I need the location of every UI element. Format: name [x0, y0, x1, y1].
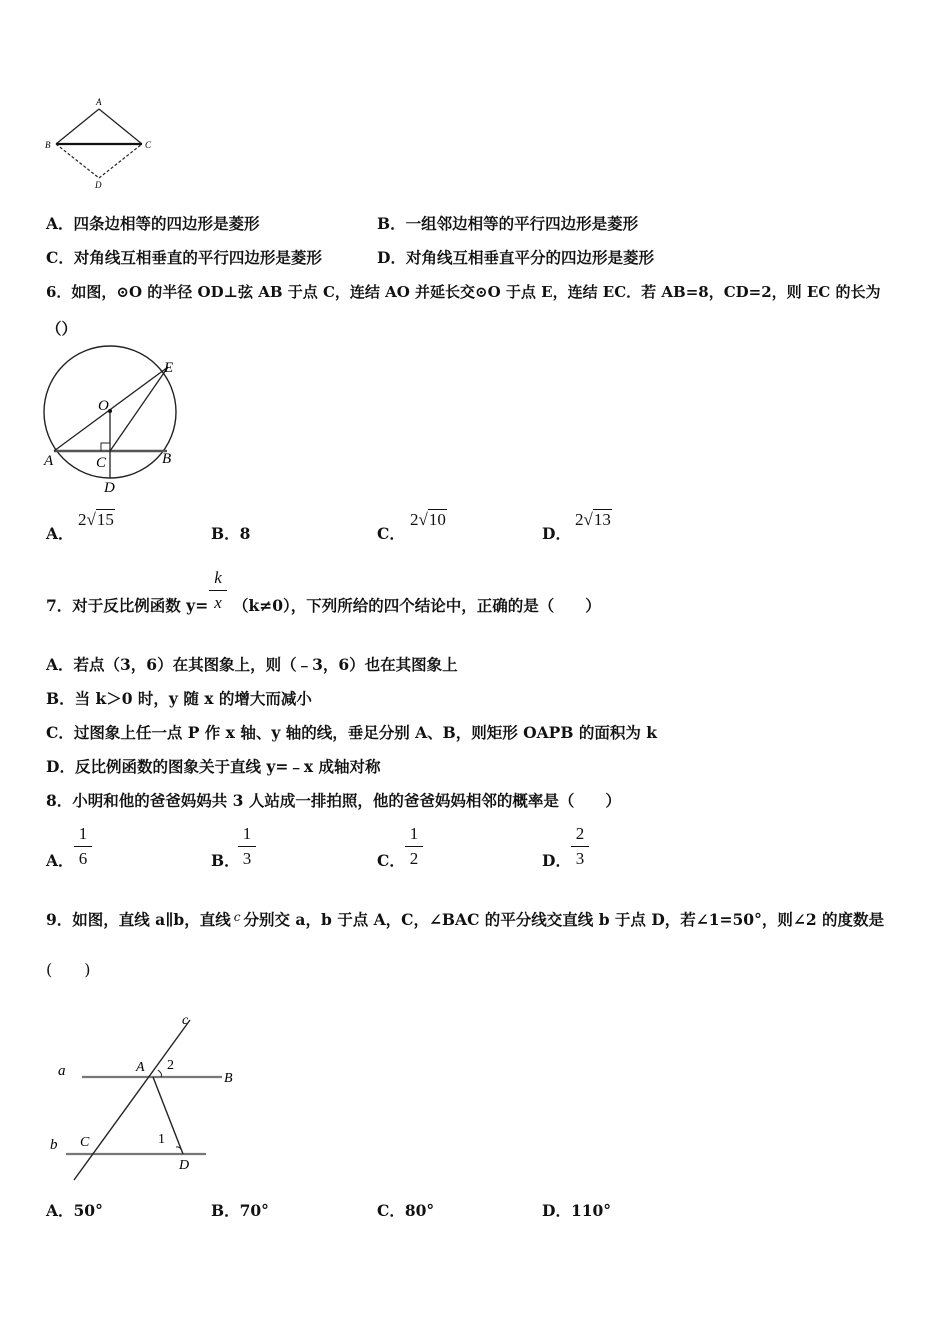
- option-letter: D．: [542, 524, 571, 543]
- q9-option-b: B．70°: [211, 1201, 269, 1220]
- q8-option-b-fraction: 1 3: [238, 824, 256, 869]
- label-o: O: [98, 398, 109, 414]
- q7-stem-prefix: 7．对于反比例函数 y=: [46, 596, 209, 615]
- label-c: C: [96, 455, 107, 471]
- label-b: B: [162, 451, 172, 467]
- label-c-line: c: [182, 1013, 189, 1028]
- q6-option-c: [377, 522, 405, 544]
- q7-option-a: A．若点（3，6）在其图象上，则（﹣3，6）也在其图象上: [46, 655, 458, 674]
- label-d: D: [95, 180, 102, 190]
- q9-option-a: A．50°: [46, 1201, 103, 1220]
- q5-option-c: C．对角线互相垂直的平行四边形是菱形: [46, 248, 322, 267]
- right-angle-mark: [101, 443, 110, 451]
- q6-option-d-value: 2√13: [575, 510, 611, 529]
- q8-stem: 8．小明和他的爸爸妈妈共 3 人站成一排拍照，他的爸爸妈妈相邻的概率是（ ）: [46, 791, 621, 810]
- label-e: E: [164, 360, 174, 376]
- label-b-line: b: [50, 1137, 58, 1153]
- rhombus-figure: [40, 95, 165, 195]
- label-1: 1: [158, 1132, 165, 1147]
- label-A: A: [136, 1060, 145, 1075]
- label-c: C: [145, 140, 152, 150]
- q8-option-c: C．: [377, 851, 405, 870]
- q5-option-a: A．四条边相等的四边形是菱形: [46, 214, 260, 233]
- q8-option-a-fraction: 1 6: [74, 824, 92, 869]
- q9-stem-part2: 分别交 a，b 于点 A，C，∠BAC 的平分线交直线 b 于点 D，若∠1=50°，则∠2 的度数是: [243, 910, 885, 929]
- q7-fraction: k x: [209, 568, 227, 613]
- q6-stem-line1: 6．如图，⊙O 的半径 OD⊥弦 AB 于点 C，连结 AO 并延长交⊙O 于点 E，连结 EC．若 AB=8，CD=2，则 EC 的长为: [46, 283, 881, 301]
- line-ec: [110, 367, 168, 451]
- label-2: 2: [167, 1058, 174, 1073]
- q9-stem-line2: ( ): [46, 960, 91, 979]
- q7-stem-suffix: （k≠0），下列所给的四个结论中，正确的是（ ）: [233, 596, 601, 615]
- q6-option-a-value: 2√15: [78, 510, 114, 529]
- q7-option-b: B．当 k＞0 时，y 随 x 的增大而减小: [46, 689, 312, 708]
- option-letter: A．: [46, 524, 74, 543]
- q9-stem-c: c: [233, 910, 241, 924]
- q6-option-d: [542, 522, 571, 544]
- label-d: D: [104, 480, 115, 496]
- circle-figure: [38, 342, 188, 497]
- label-a-line: a: [58, 1063, 66, 1079]
- option-letter: C．: [377, 524, 405, 543]
- line-c: [74, 1020, 190, 1180]
- parallel-lines-figure: [40, 1008, 250, 1188]
- line-ae: [54, 367, 168, 451]
- q8-option-d-fraction: 2 3: [571, 824, 589, 869]
- label-a: A: [44, 453, 54, 469]
- label-a: A: [96, 97, 102, 107]
- q8-option-a: A．: [46, 851, 74, 870]
- q5-option-b: B．一组邻边相等的平行四边形是菱形: [377, 214, 639, 233]
- q9-option-c: C．80°: [377, 1201, 435, 1220]
- q9-option-d: D．110°: [542, 1201, 612, 1220]
- q7-option-d: D．反比例函数的图象关于直线 y=﹣x 成轴对称: [46, 757, 381, 776]
- segment-ab: [56, 109, 99, 144]
- label-D: D: [179, 1158, 190, 1173]
- q6-stem-line2: （）: [46, 319, 78, 338]
- label-C: C: [80, 1135, 90, 1150]
- q8-option-c-fraction: 1 2: [405, 824, 423, 869]
- q6-option-b: B．8: [211, 524, 251, 543]
- q9-stem: [46, 908, 884, 930]
- label-B: B: [224, 1071, 233, 1086]
- q5-option-d: D．对角线互相垂直平分的四边形是菱形: [377, 248, 654, 267]
- q6-option-c-value: 2√10: [410, 510, 446, 529]
- label-b: B: [45, 140, 51, 150]
- dashed-dc: [99, 144, 142, 178]
- dashed-bd: [56, 144, 99, 178]
- q8-option-b: B．: [211, 851, 240, 870]
- q6-option-a: [46, 522, 74, 544]
- q9-stem-part1: 9．如图，直线 a∥b，直线: [46, 910, 231, 929]
- q8-option-d: D．: [542, 851, 571, 870]
- q7-option-c: C．过图象上任一点 P 作 x 轴、y 轴的线，垂足分别 A、B，则矩形 OAPB 的面积为 k: [46, 723, 657, 742]
- segment-ac: [99, 109, 142, 144]
